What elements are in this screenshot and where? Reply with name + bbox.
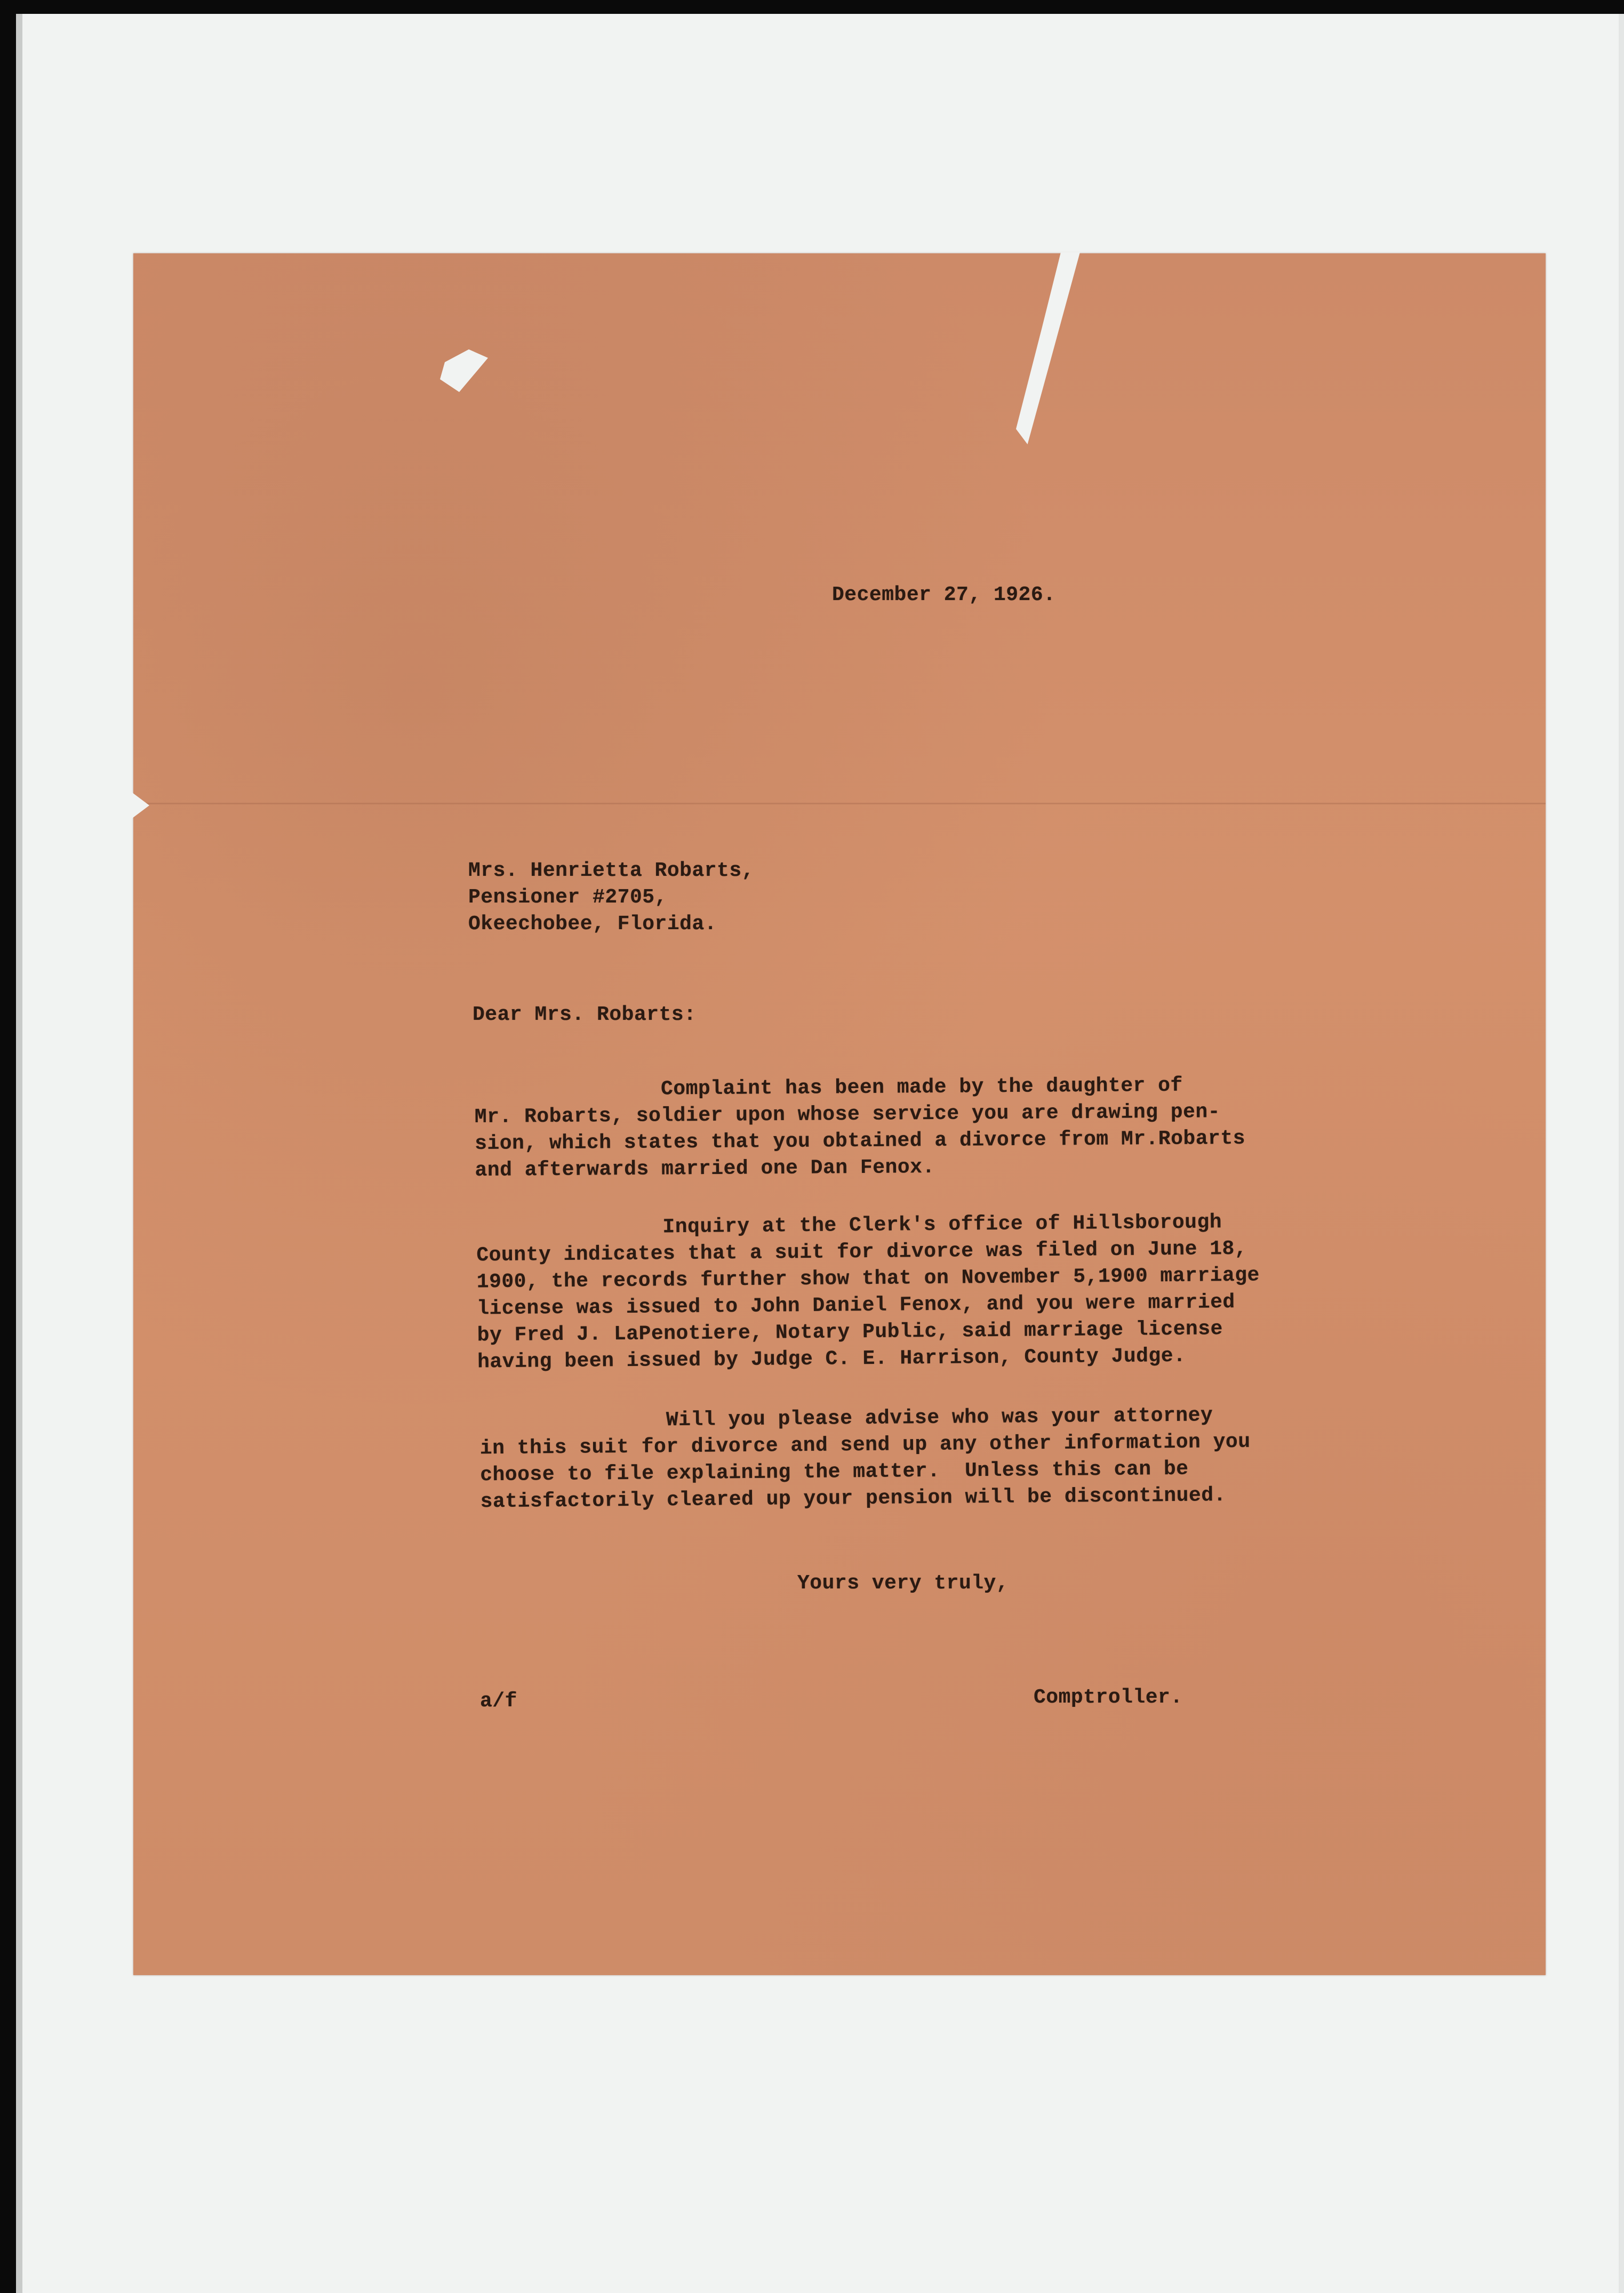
body-paragraph-request: Will you please advise who was your attorney in this suit for divorce and send up any other information you choose to file explaining the matter. Unless this can be satisfactorily cleared up your pension will be discontinued. (479, 1404, 1251, 1514)
address-line-city: Okeechobee, Florida. (468, 913, 717, 936)
paper-tear (1016, 252, 1080, 444)
scan-edge-shadow (16, 14, 22, 2293)
fold-crease (133, 803, 1546, 804)
scan-border-top (0, 0, 1624, 14)
body-paragraph-inquiry: Inquiry at the Clerk's office of Hillsborough County indicates that a suit for divorce was filed on June 18, 1900, the records further show that on November 5,1900 marriage license was issued to John Daniel Fenox, and you were married by Fred J. LaPenotiere, Notary Public, said marriage license having been issued by Judge C. E. Harrison, County Judge. (476, 1211, 1260, 1374)
letter-date: December 27, 1926. (832, 584, 1056, 606)
paper-notch (128, 789, 149, 821)
address-line-pensioner: Pensioner #2705, (468, 886, 667, 909)
closing: Yours very truly, (797, 1572, 1009, 1595)
salutation: Dear Mrs. Robarts: (473, 1003, 697, 1026)
scan-border-left (0, 0, 16, 2293)
recipient-address (468, 858, 754, 938)
body-paragraph-complaint: Complaint has been made by the daughter of Mr. Robarts, soldier upon whose service you are drawing pen- sion, which states that you obtained a divorce from Mr.Robarts and afterwards married one Dan Fenox. (474, 1074, 1246, 1183)
address-line-name: Mrs. Henrietta Robarts, (468, 859, 754, 882)
paper-hole (440, 349, 488, 392)
scan-edge-right (1619, 14, 1624, 2293)
letter-page (133, 253, 1546, 1975)
signature-title: Comptroller. (1034, 1686, 1183, 1709)
typist-initials: a/f (480, 1690, 517, 1713)
